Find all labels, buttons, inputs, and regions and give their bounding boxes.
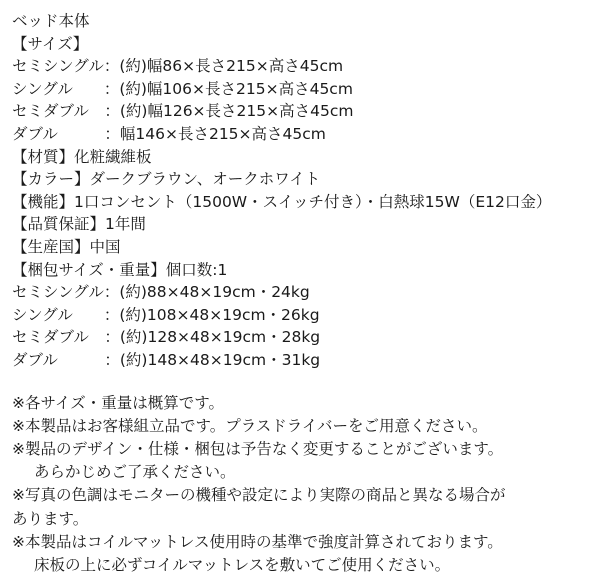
spec-line: 【サイズ】 bbox=[12, 33, 588, 56]
specification-list bbox=[12, 33, 588, 372]
spec-line: ダブル ：(約)148×48×19cm・31kg bbox=[12, 349, 588, 372]
note-line: ※本製品はお客様組立品です。プラスドライバーをご用意ください。 bbox=[12, 415, 588, 438]
note-line: あらかじめご了承ください。 bbox=[12, 461, 588, 484]
note-line: ※製品のデザイン・仕様・梱包は予告なく変更することがございます。 bbox=[12, 438, 588, 461]
product-title-block bbox=[12, 10, 588, 33]
spec-line: セミシングル：(約)幅86×長さ215×高さ45cm bbox=[12, 55, 588, 78]
spec-line: 【材質】化粧繊維板 bbox=[12, 146, 588, 169]
spec-line: 【機能】1口コンセント（1500W・スイッチ付き）・白熱球15W（E12口金） bbox=[12, 191, 588, 214]
note-line: あります。 bbox=[12, 508, 588, 531]
section-spacer bbox=[12, 372, 588, 392]
notes-list bbox=[12, 392, 588, 577]
spec-line: 【カラー】ダークブラウン、オークホワイト bbox=[12, 168, 588, 191]
spec-line: ダブル ：幅146×長さ215×高さ45cm bbox=[12, 123, 588, 146]
spec-line: シングル ：(約)108×48×19cm・26kg bbox=[12, 304, 588, 327]
note-line: ※写真の色調はモニターの機種や設定により実際の商品と異なる場合が bbox=[12, 484, 588, 507]
note-line: ※本製品はコイルマットレス使用時の基準で強度計算されております。 bbox=[12, 531, 588, 554]
spec-line: シングル ：(約)幅106×長さ215×高さ45cm bbox=[12, 78, 588, 101]
spec-line: 【梱包サイズ・重量】個口数:1 bbox=[12, 259, 588, 282]
product-title: ベッド本体 bbox=[12, 10, 588, 33]
spec-line: セミシングル：(約)88×48×19cm・24kg bbox=[12, 281, 588, 304]
spec-line: 【品質保証】1年間 bbox=[12, 213, 588, 236]
note-line: ※各サイズ・重量は概算です。 bbox=[12, 392, 588, 415]
spec-line: セミダブル ：(約)幅126×長さ215×高さ45cm bbox=[12, 100, 588, 123]
note-line: 床板の上に必ずコイルマットレスを敷いてご使用ください。 bbox=[12, 554, 588, 577]
spec-line: 【生産国】中国 bbox=[12, 236, 588, 259]
spec-line: セミダブル ：(約)128×48×19cm・28kg bbox=[12, 326, 588, 349]
